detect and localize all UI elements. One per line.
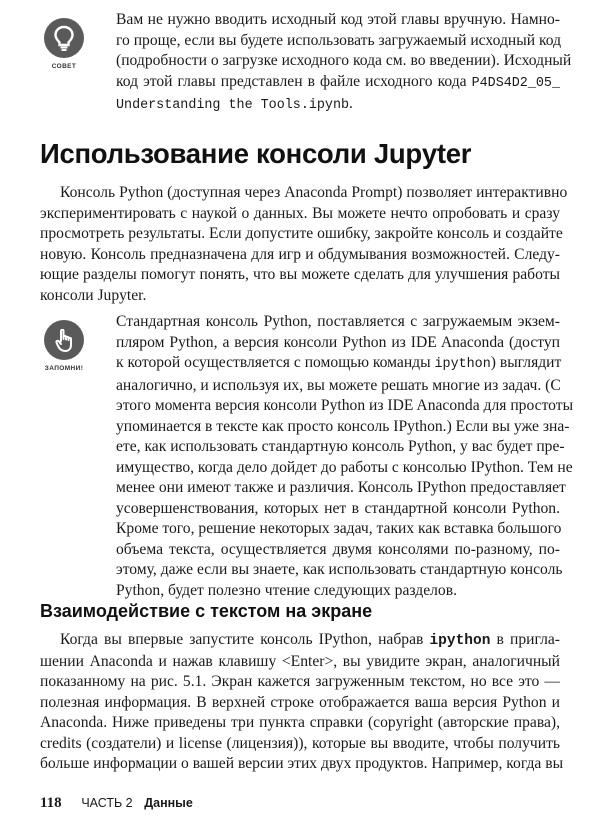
text-line — [116, 353, 560, 376]
tip-text — [116, 10, 572, 117]
pointing-hand-icon — [44, 320, 84, 360]
text-line — [116, 94, 560, 117]
text-line — [116, 519, 560, 540]
text-line — [116, 540, 560, 561]
text-line — [40, 652, 560, 673]
text-line — [116, 437, 565, 458]
text-line — [116, 417, 570, 438]
remember-text — [116, 312, 574, 601]
text-run: ющие разделы помогут понять, что вы можете сделать для улучшения работы — [40, 266, 560, 283]
text-line — [40, 713, 560, 734]
page-footer — [40, 795, 193, 812]
lightbulb-icon — [44, 18, 84, 58]
text-run: Кроме того, решение некоторых задач, таких как вставка большого — [116, 520, 562, 537]
text-run: объема текста, осуществляется двумя консолями по-разному, по- — [116, 540, 560, 558]
text-line — [116, 10, 560, 31]
text-run: в пригла- — [490, 631, 560, 648]
text-run: усовершенствования, которых нет в стандартной консоли Python. — [116, 499, 560, 517]
subsection-paragraph — [40, 630, 564, 775]
remember-label: ЗАПОМНИ! — [44, 365, 84, 372]
text-run: к которой осуществляется с помощью команды — [116, 354, 435, 371]
subsection-title: Взаимодействие с текстом на экране — [40, 601, 373, 621]
text-line — [40, 183, 568, 204]
text-run: больше информации о вашей версии этих двух продуктов. Например, когда вы — [40, 755, 564, 772]
text-run: полезная информация. В верхней строке отображается ваша версия Python и — [40, 693, 560, 711]
text-run: . — [349, 95, 353, 112]
text-run: credits (создатели) и license (лицензия)), которые вы вводите, чтобы получить — [40, 734, 560, 752]
text-run: ) выглядит — [490, 354, 562, 371]
inline-code: ipython — [434, 357, 491, 372]
text-line — [40, 734, 560, 755]
text-line — [116, 458, 573, 479]
text-run: просмотреть результаты. Если допустите ошибку, закройте консоль и создайте — [40, 225, 563, 242]
text-run: упоминается в тексте как просто консоль IPython.) Если вы уже зна- — [116, 417, 570, 435]
inline-code: Understanding the Tools.ipynb — [116, 98, 350, 113]
part-title: Данные — [144, 796, 193, 810]
text-line — [40, 245, 560, 266]
text-run: го проще, если вы будете использовать загружаемый исходный код — [116, 31, 562, 49]
text-line — [40, 693, 560, 714]
page-number: 118 — [40, 795, 62, 811]
text-run: Когда вы впервые запустите консоль IPython, набрав — [60, 631, 430, 648]
text-run: ете, как использовать стандартную консоль Python, у вас будет пре- — [116, 438, 565, 455]
text-run: имущество, когда дело дойдет до работы с консолью IPython. Тем не — [116, 458, 573, 476]
text-run: этому, даже если вы знаете, как использовать стандартную консоль — [116, 561, 563, 578]
text-line — [40, 754, 564, 775]
tip-label: СОВЕТ — [51, 63, 77, 70]
text-line — [116, 376, 560, 397]
text-run: (подробности о загрузке исходного кода см. во введении). Исходный — [116, 52, 572, 69]
text-run: Консоль Python (доступная через Anaconda Prompt) позволяет интерактивно — [60, 184, 568, 201]
text-run: консоли Jupyter. — [40, 286, 147, 304]
text-line — [40, 265, 560, 286]
text-line — [116, 333, 560, 354]
text-line — [116, 72, 560, 95]
text-line — [40, 224, 563, 245]
text-line — [40, 204, 560, 225]
text-run: менее они имеют также и различия. Консоль IPython предоставляет — [116, 479, 566, 496]
remember-callout-icon — [29, 320, 99, 372]
text-run: шении Anaconda и нажав клавишу <Enter>, вы увидите экран, аналогичный — [40, 652, 560, 670]
text-run: показанному на рис. 5.1. Экран кажется загруженным текстом, но все это — — [40, 673, 560, 690]
text-line — [40, 286, 560, 307]
text-line — [116, 51, 572, 72]
text-line — [116, 312, 560, 333]
text-run: Python, будет полезно чтение следующих разделов. — [116, 581, 457, 599]
text-line — [116, 560, 563, 581]
text-line — [116, 31, 560, 52]
text-run: Вам не нужно вводить исходный код этой главы вручную. Намно- — [116, 11, 560, 28]
text-run: аналогично, и используя их, вы можете решать многие из задач. (С — [116, 376, 561, 394]
tip-callout-icon — [29, 18, 99, 70]
text-line — [116, 581, 560, 602]
text-run: этого момента версия консоли Python из IDE Anaconda для простоты — [116, 397, 574, 414]
text-run: новую. Консоль предназначена для игр и обдумывания возможностей. Следу- — [40, 245, 560, 263]
text-run: Anaconda. Ниже приведены три пункта справки (copyright (авторские права), — [40, 714, 560, 731]
part-label: ЧАСТЬ 2 — [81, 796, 133, 810]
text-line — [116, 499, 560, 520]
text-run: Стандартная консоль Python, поставляется с загружаемым экзем- — [116, 313, 560, 330]
text-line — [40, 672, 560, 693]
text-run: пляром Python, а версия консоли Python из IDE Anaconda (доступ — [116, 333, 560, 351]
text-run: код этой главы представлен в файле исходного кода — [116, 72, 472, 90]
text-line — [116, 396, 574, 417]
text-run: экспериментировать с наукой о данных. Вы можете нечто опробовать и сразу — [40, 204, 560, 222]
inline-command: ipython — [429, 633, 491, 649]
section-title: Использование консоли Jupyter — [40, 138, 472, 169]
text-line — [116, 478, 566, 499]
text-line — [40, 630, 560, 652]
inline-code: P4DS4D2_05_ — [471, 75, 560, 91]
intro-paragraph — [40, 183, 568, 306]
